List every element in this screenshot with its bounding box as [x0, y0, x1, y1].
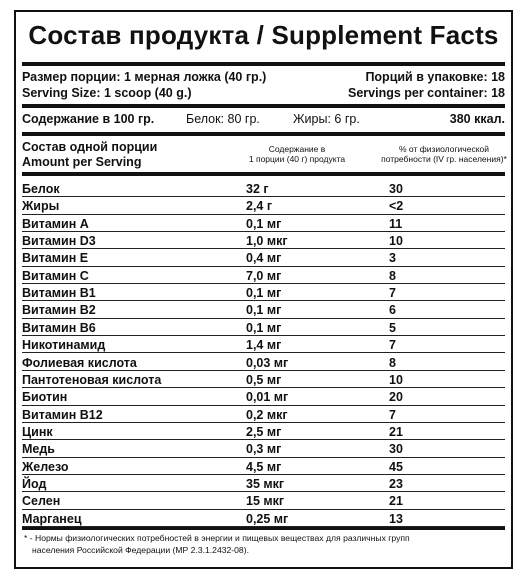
nutrient-amount: 0,01 мг — [246, 390, 289, 405]
nutrient-name: Витамин А — [22, 216, 89, 231]
nutrient-name: Марганец — [22, 511, 82, 526]
nutrient-name: Никотинамид — [22, 338, 106, 353]
nutrient-percent: 7 — [389, 286, 396, 301]
nutrient-amount: 2,5 мг — [246, 424, 282, 439]
nutrient-row — [22, 406, 505, 423]
nutrient-percent: 8 — [389, 268, 396, 283]
nutrient-name: Витамин Е — [22, 251, 89, 266]
per100-kcal: 380 ккал. — [449, 112, 505, 126]
nutrient-row — [22, 440, 505, 457]
nutrient-percent: 30 — [389, 442, 403, 457]
supplement-facts-panel — [14, 10, 513, 569]
nutrient-row — [22, 284, 505, 301]
nutrient-percent: 7 — [389, 407, 396, 422]
nutrient-row — [22, 458, 505, 475]
nutrient-row — [22, 371, 505, 388]
nutrient-amount: 7,0 мг — [246, 268, 282, 283]
nutrient-row — [22, 336, 505, 353]
nutrient-row — [22, 510, 505, 527]
nutrient-row — [22, 301, 505, 318]
nutrient-amount: 1,0 мкг — [246, 234, 288, 249]
nutrient-percent: 7 — [389, 338, 396, 353]
title-divider — [22, 62, 505, 66]
nutrient-amount: 32 г — [246, 182, 269, 196]
nutrient-percent: 30 — [389, 182, 403, 196]
nutrient-row — [22, 197, 505, 214]
footnote-divider — [22, 527, 505, 530]
footnote — [24, 532, 503, 556]
nutrient-amount: 0,3 мг — [246, 442, 282, 457]
nutrient-name: Пантотеновая кислота — [22, 372, 162, 387]
header-col1-en: Amount per Serving — [22, 155, 142, 169]
serving-size-en: Serving Size: 1 scoop (40 g.) — [22, 86, 192, 100]
nutrient-name: Селен — [22, 494, 61, 509]
nutrient-percent: 21 — [389, 424, 403, 439]
nutrient-name: Витамин В6 — [22, 320, 96, 335]
nutrient-amount: 15 мкг — [246, 494, 285, 509]
nutrient-name: Жиры — [22, 199, 60, 214]
nutrient-name: Витамин D3 — [22, 234, 96, 249]
nutrient-name: Витамин С — [22, 268, 89, 283]
nutrient-amount: 0,1 мг — [246, 303, 282, 318]
nutrient-amount: 0,1 мг — [246, 286, 282, 301]
nutrient-name: Фолиевая кислота — [22, 355, 137, 370]
nutrient-percent: 10 — [389, 234, 403, 249]
serving-size-ru: Размер порции: 1 мерная ложка (40 гр.) — [22, 70, 267, 84]
nutrient-row — [22, 492, 505, 509]
nutrient-amount: 0,03 мг — [246, 355, 289, 370]
nutrient-amount: 0,4 мг — [246, 251, 282, 266]
nutrient-name: Витамин В1 — [22, 286, 96, 301]
nutrient-percent: 21 — [389, 494, 403, 509]
nutrient-row — [22, 232, 505, 249]
nutrient-percent: 10 — [389, 372, 403, 387]
nutrient-row — [22, 354, 505, 371]
per100-divider — [22, 132, 505, 136]
nutrient-percent: 6 — [389, 303, 396, 318]
nutrient-name: Медь — [22, 442, 55, 457]
header-col3: % от физиологической потребности (IV гр. населения)* — [381, 144, 507, 164]
nutrient-amount: 35 мкг — [246, 476, 285, 491]
nutrient-name: Белок — [22, 182, 60, 196]
header-divider — [22, 172, 505, 176]
nutrient-row — [22, 267, 505, 284]
nutrient-name: Биотин — [22, 390, 68, 405]
footnote-line-1: * - Нормы физиологических потребностей в энергии и пищевых веществах для различных групп — [24, 533, 410, 543]
nutrient-amount: 1,4 мг — [246, 338, 282, 353]
serving-divider — [22, 104, 505, 108]
nutrient-amount: 2,4 г — [246, 199, 273, 214]
nutrient-row — [22, 215, 505, 232]
header-col2: Содержание в 1 порции (40 г) продукта — [248, 144, 346, 164]
servings-per-container-ru: Порций в упаковке: 18 — [365, 70, 505, 84]
nutrient-amount: 0,2 мкг — [246, 407, 288, 422]
nutrient-percent: 13 — [389, 511, 403, 526]
nutrient-amount: 0,1 мг — [246, 216, 282, 231]
nutrient-name: Йод — [22, 476, 47, 491]
nutrient-percent: 20 — [389, 390, 403, 405]
nutrient-percent: 5 — [389, 320, 396, 335]
nutrient-percent: <2 — [389, 199, 404, 214]
nutrient-row — [22, 423, 505, 440]
servings-per-container-en: Servings per container: 18 — [347, 86, 505, 100]
nutrient-percent: 11 — [389, 216, 403, 231]
nutrient-amount: 4,5 мг — [246, 459, 282, 474]
per100-protein: Белок: 80 гр. — [186, 112, 260, 126]
nutrient-name: Витамин В2 — [22, 303, 96, 318]
nutrient-amount: 0,5 мг — [246, 372, 282, 387]
header-col1-ru: Состав одной порции — [22, 140, 158, 154]
nutrient-percent: 3 — [389, 251, 396, 266]
nutrient-amount: 0,25 мг — [246, 511, 289, 526]
panel-title: Состав продукта / Supplement Facts — [28, 20, 499, 50]
nutrient-name: Цинк — [22, 424, 53, 439]
nutrient-row — [22, 249, 505, 266]
per100-label: Содержание в 100 гр. — [22, 112, 155, 126]
nutrient-row — [22, 475, 505, 492]
nutrient-row — [22, 319, 505, 336]
nutrient-percent: 8 — [389, 355, 396, 370]
per100-fat: Жиры: 6 гр. — [293, 112, 360, 126]
nutrient-amount: 0,1 мг — [246, 320, 282, 335]
footnote-line-2: населения Российской Федерации (МР 2.3.1.2432-08). — [32, 545, 249, 555]
nutrient-name: Витамин В12 — [22, 407, 103, 422]
nutrient-percent: 23 — [389, 476, 403, 491]
nutrient-percent: 45 — [389, 459, 403, 474]
nutrient-row — [22, 180, 505, 197]
nutrient-row — [22, 388, 505, 405]
nutrient-name: Железо — [22, 459, 69, 474]
